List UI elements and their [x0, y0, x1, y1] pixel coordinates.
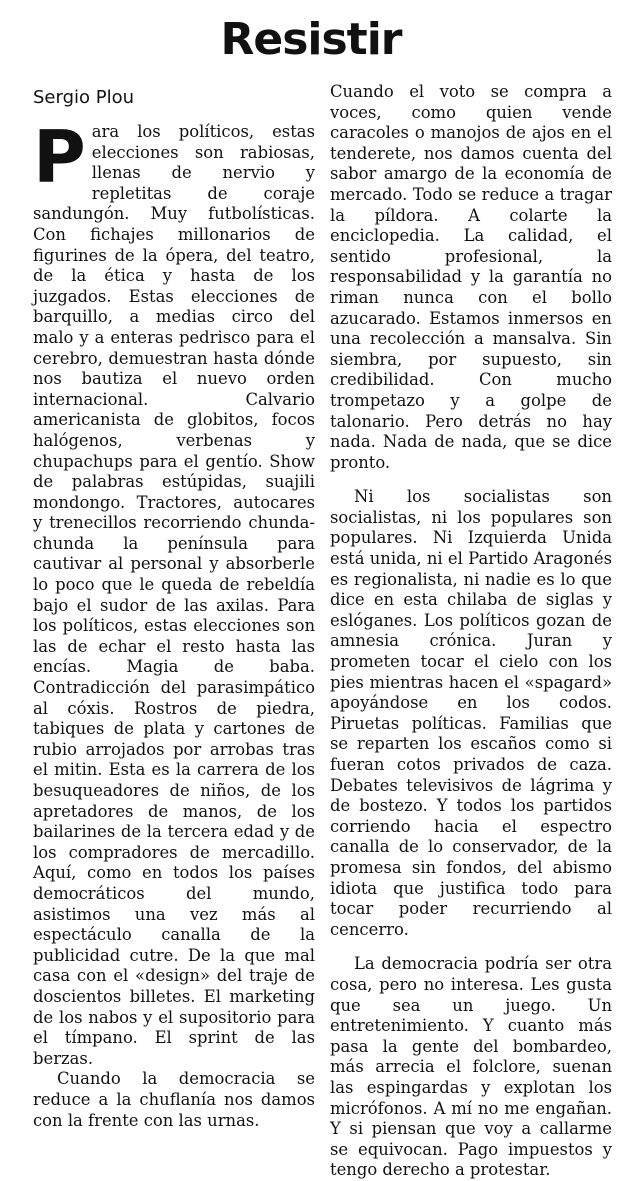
paragraph: La democracia podría ser otra cosa, pero no interesa. Les gusta que sea un juego. Un entretenimiento. Y cuanto más pasa la gente del bombardeo, más arrecia el folclore, suenan las espingardas y explotan los micrófonos. A mí no me engañan. Y si piensan que voy a callarme se equivocan. Pago impuestos y tengo derecho a protestar.: [330, 954, 612, 1180]
drop-cap: P: [33, 115, 86, 199]
left-column: [33, 82, 315, 1131]
paragraph: [33, 115, 315, 1069]
paragraph: Cuando la democracia se reduce a la chuflanía nos damos con la frente con las urnas.: [33, 1069, 315, 1130]
paragraph: Cuando el voto se compra a voces, como quien vende caracoles o manojos de ajos en el tenderete, nos damos cuenta del sabor amargo de la economía de mercado. Todo se reduce a tragar la píldora. A colarte la enciclopedia. La calidad, el sentido profesional, la responsabilidad y la garantía no riman nunca con el bollo azucarado. Estamos inmersos en una recolección a mansalva. Sin siembra, por supuesto, sin credibilidad. Con mucho trompetazo y a golpe de talonario. Pero detrás no hay nada. Nada de nada, que se dice pronto.: [330, 82, 612, 472]
author-byline: Sergio Plou: [33, 87, 135, 108]
right-column: [330, 82, 612, 1181]
paragraph: Ni los socialistas son socialistas, ni los populares son populares. Ni Izquierda Unida está unida, ni el Partido Aragonés es regionalista, ni nadie es lo que dice en esta chilaba de siglas y eslóganes. Los políticos gozan de amnesia crónica. Juran y prometen tocar el cielo con los pies mientras hacen el «spagard» apoyándose en los codos. Piruetas políticas. Familias que se reparten los escaños como si fueran cotos privados de caza. Debates televisivos de lágrima y de bostezo. Y todos los partidos corriendo hacia el espectro canalla de lo conservador, de la promesa sin fondos, del abismo idiota que justifica todo para tocar poder recurriendo al cencerro.: [330, 487, 612, 939]
article-title: Resistir: [220, 14, 402, 65]
paragraph-text: ara los políticos, estas elecciones son rabiosas, llenas de nervio y repletitas de coraje sandungón. Muy futbolísticas. Con fichajes millonarios de figurines de la ópera, del teatro, de la ética y hasta de los juzgados. Estas elecciones de barquillo, a medias circo del malo y a enteras pedrisco para el cerebro, demuestran hasta dónde nos bautiza el nuevo orden internacional. Calvario americanista de globitos, focos halógenos, verbenas y chupachups para el gentío. Show de palabras estúpidas, suajili mondongo. Tractores, autocares y trenecillos recorriendo chunda-chunda la península para cautivar al personal y absorberle lo poco que le queda de rebeldía bajo el sudor de las axilas. Para los políticos, estas elecciones son las de echar el resto hasta las encías. Magia de baba. Contradicción del parasimpático al cóxis. Rostros de piedra, tabiques de plata y cartones de rubio arrojados por arrobas tras el mitin. Esta es la carrera de los besuqueadores de niños, de los apretadores de manos, de los bailarines de la tercera edad y de los compradores de mercadillo. Aquí, como en todos los países democráticos del mundo, asistimos una vez más al espectáculo canalla de la publicidad cutre. De la que mal casa con el «design» del traje de doscientos billetes. El marketing de los nabos y el supositorio para el tímpano. El sprint de las berzas.: [33, 122, 315, 1068]
